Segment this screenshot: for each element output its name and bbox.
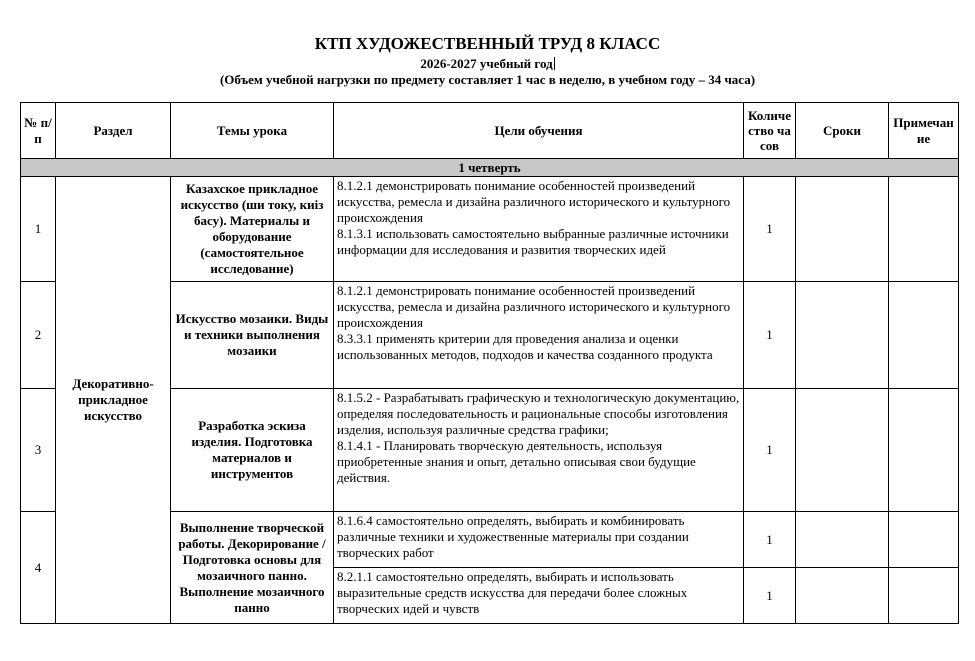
dates-cell xyxy=(796,282,889,389)
goals-cell xyxy=(334,512,744,568)
dates-cell xyxy=(796,568,889,624)
col-header-dates: Сроки xyxy=(796,103,889,159)
quarter-row xyxy=(21,159,959,177)
hours-cell: 1 xyxy=(744,568,796,624)
dates-cell xyxy=(796,512,889,568)
col-header-goals: Цели обучения xyxy=(334,103,744,159)
topic-cell: Искусство мозаики. Виды и техники выполнения мозаики xyxy=(171,282,334,389)
notes-cell xyxy=(889,568,959,624)
dates-cell xyxy=(796,177,889,282)
goals-cell xyxy=(334,568,744,624)
dates-cell xyxy=(796,389,889,512)
section-cell: Декоративно-прикладное искусство xyxy=(56,177,171,624)
goal-text: 8.3.3.1 применять критерии для проведения анализа и оценки использованных методов, подходов и качества созданного продукта xyxy=(337,331,713,362)
goal-text: 8.1.2.1 демонстрировать понимание особенностей произведений искусства, ремесла и дизайна различного исторического и культурного происхождения xyxy=(337,283,731,330)
text-cursor xyxy=(554,57,555,70)
col-header-notes: Примечание xyxy=(889,103,959,159)
hours-cell: 1 xyxy=(744,389,796,512)
table-row xyxy=(21,177,959,282)
col-header-section: Раздел xyxy=(56,103,171,159)
notes-cell xyxy=(889,282,959,389)
hours-cell: 1 xyxy=(744,177,796,282)
goals-cell xyxy=(334,389,744,512)
notes-cell xyxy=(889,389,959,512)
row-num: 4 xyxy=(21,512,56,624)
table-header-row xyxy=(21,103,959,159)
notes-cell xyxy=(889,512,959,568)
hours-cell: 1 xyxy=(744,512,796,568)
hours-cell: 1 xyxy=(744,282,796,389)
topic-cell: Казахское прикладное искусство (ши току, киіз басу). Материалы и оборудование (самостоятельное исследование) xyxy=(171,177,334,282)
row-num: 2 xyxy=(21,282,56,389)
goals-cell xyxy=(334,282,744,389)
workload-note: (Объем учебной нагрузки по предмету составляет 1 час в неделю, в учебном году – 34 часа) xyxy=(219,72,756,87)
row-num: 1 xyxy=(21,177,56,282)
topic-cell: Разработка эскиза изделия. Подготовка материалов и инструментов xyxy=(171,389,334,512)
goal-text: 8.2.1.1 самостоятельно определять, выбирать и использовать выразительные средств искусства для передачи более сложных творческих идей и чувств xyxy=(337,569,688,616)
quarter-label: 1 четверть xyxy=(21,159,959,177)
col-header-num: № п/п xyxy=(21,103,56,159)
document-title: КТП ХУДОЖЕСТВЕННЫЙ ТРУД 8 КЛАСС xyxy=(314,34,661,53)
academic-year: 2026-2027 учебный год xyxy=(420,56,553,71)
topic-cell: Выполнение творческой работы. Декорирование / Подготовка основы для мозаичного панно. Выполнение мозаичного панно xyxy=(171,512,334,624)
plan-table xyxy=(20,102,959,624)
goal-text: 8.1.4.1 - Планировать творческую деятельность, используя приобретенные знания и опыт, детально описывая свои будущие действия. xyxy=(337,438,696,485)
row-num: 3 xyxy=(21,389,56,512)
col-header-hours: Количество часов xyxy=(744,103,796,159)
goals-cell xyxy=(334,177,744,282)
notes-cell xyxy=(889,177,959,282)
goal-text: 8.1.2.1 демонстрировать понимание особенностей произведений искусства, ремесла и дизайна различного исторического и культурного происхождения xyxy=(337,178,731,225)
goal-text: 8.1.5.2 - Разрабатывать графическую и технологическую документацию, определяя последовательность и рациональные способы изготовления изделия, используя различные средства графики; xyxy=(337,390,740,437)
goal-text: 8.1.3.1 использовать самостоятельно выбранные различные источники информации для исследования и развития творческих идей xyxy=(337,226,729,257)
col-header-topic: Темы урока xyxy=(171,103,334,159)
goal-text: 8.1.6.4 самостоятельно определять, выбирать и комбинировать различные техники и художественные материалы при создании творческих работ xyxy=(337,513,689,560)
